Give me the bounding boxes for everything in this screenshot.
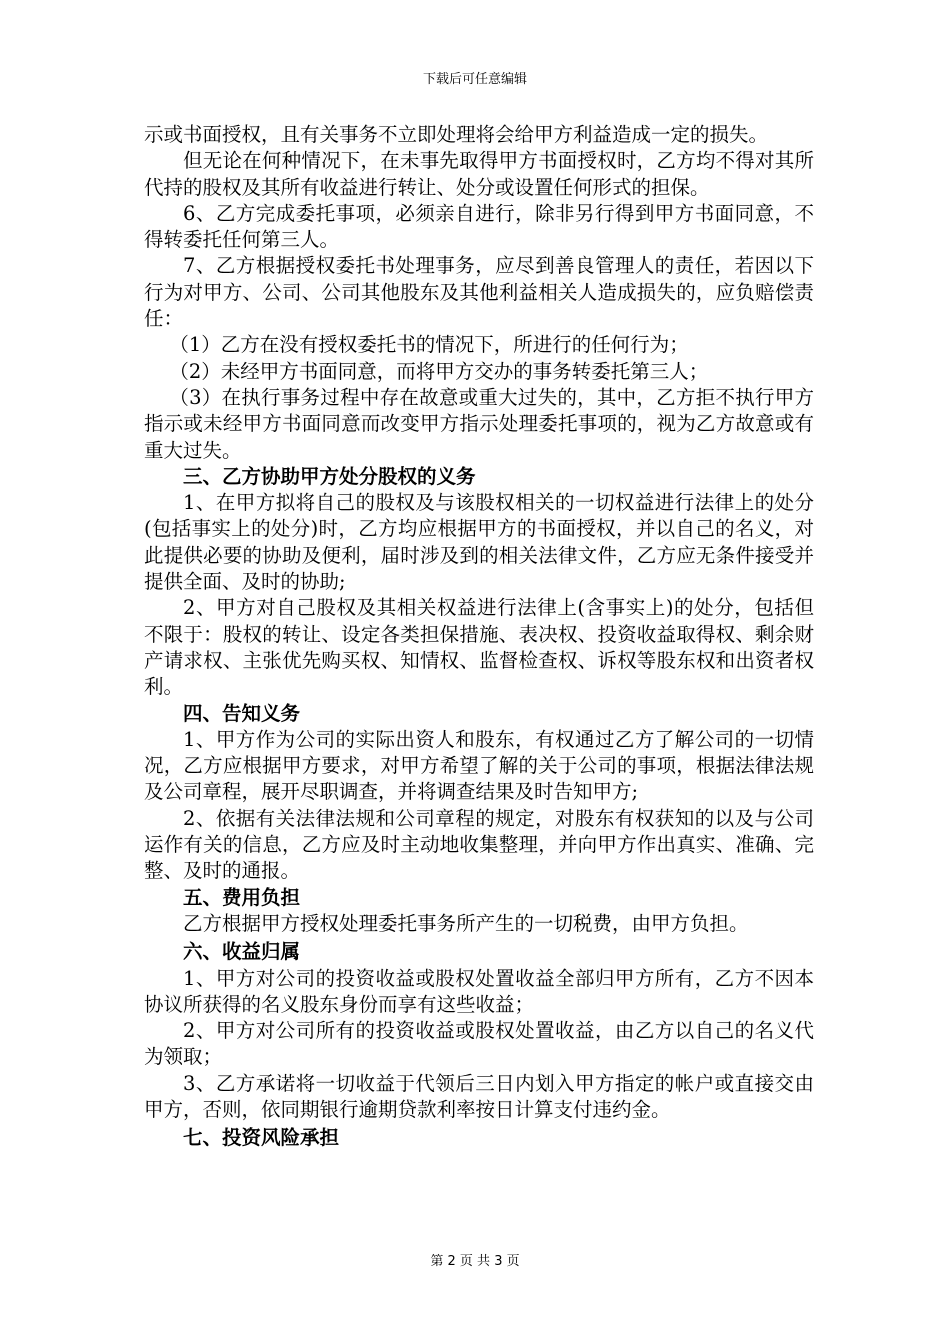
paragraph: 1、在甲方拟将自己的股权及与该股权相关的一切权益进行法律上的处分(包括事实上的处分)时，乙方均应根据甲方的书面授权，并以自己的名义，对此提供必要的协助及便利，届时涉及到的相关法律文件，乙方应无条件接受并提供全面、及时的协助; [144,491,814,594]
paragraph: 1、甲方对公司的投资收益或股权处置收益全部归甲方所有，乙方不因本协议所获得的名义股东身份而享有这些收益； [144,966,814,1016]
paragraph: 但无论在何种情况下，在未事先取得甲方书面授权时，乙方均不得对其所代持的股权及其所有收益进行转让、处分或设置任何形式的担保。 [144,149,814,199]
section-heading: 三、乙方协助甲方处分股权的义务 [183,464,476,488]
section-heading: 七、投资风险承担 [183,1126,340,1150]
paragraph: 示或书面授权，且有关事务不立即处理将会给甲方利益造成一定的损失。 [144,123,769,146]
section-heading: 五、费用负担 [183,885,301,909]
page-footer: 第 2 页 共 3 页 [430,1254,520,1269]
paragraph: 2、甲方对自己股权及其相关权益进行法律上(含事实上)的处分，包括但不限于：股权的转让、设定各类担保措施、表决权、投资收益取得权、剩余财产请求权、主张优先购买权、知情权、监督检查权、诉权等股东权和出资者权利。 [144,596,814,699]
list-item: （1）乙方在没有授权委托书的情况下，所进行的任何行为； [169,333,689,357]
page-header: 下载后可任意编辑 [422,72,527,87]
paragraph: 2、依据有关法律法规和公司章程的规定，对股东有权获知的以及与公司运作有关的信息，乙方应及时主动地收集整理，并向甲方作出真实、准确、完整、及时的通报。 [144,806,814,883]
paragraph: 3、乙方承诺将一切收益于代领后三日内划入甲方指定的帐户或直接交由甲方，否则，依同期银行逾期贷款利率按日计算支付违约金。 [144,1071,814,1121]
paragraph: 7、乙方根据授权委托书处理事务，应尽到善良管理人的责任，若因以下行为对甲方、公司、公司其他股东及其他利益相关人造成损失的，应负赔偿责任： [144,254,814,331]
paragraph: 2、甲方对公司所有的投资收益或股权处置收益，由乙方以自己的名义代为领取； [144,1019,814,1069]
list-item: （2）未经甲方书面同意，而将甲方交办的事务转委托第三人； [169,359,709,383]
list-item: （3）在执行事务过程中存在故意或重大过失的，其中，乙方拒不执行甲方指示或未经甲方书面同意而改变甲方指示处理委托事项的，视为乙方故意或有重大过失。 [144,385,814,462]
paragraph: 6、乙方完成委托事项，必须亲自进行，除非另行得到甲方书面同意，不得转委托任何第三人。 [144,201,814,252]
paragraph: 乙方根据甲方授权处理委托事务所产生的一切税费，由甲方负担。 [183,911,749,935]
paragraph: 1、甲方作为公司的实际出资人和股东，有权通过乙方了解公司的一切情况，乙方应根据甲方要求，对甲方希望了解的关于公司的事项，根据法律法规及公司章程，展开尽职调查，并将调查结果及时告知甲方; [144,727,814,804]
section-heading: 四、告知义务 [183,701,301,725]
section-heading: 六、收益归属 [183,940,301,964]
document-body [144,122,814,1152]
